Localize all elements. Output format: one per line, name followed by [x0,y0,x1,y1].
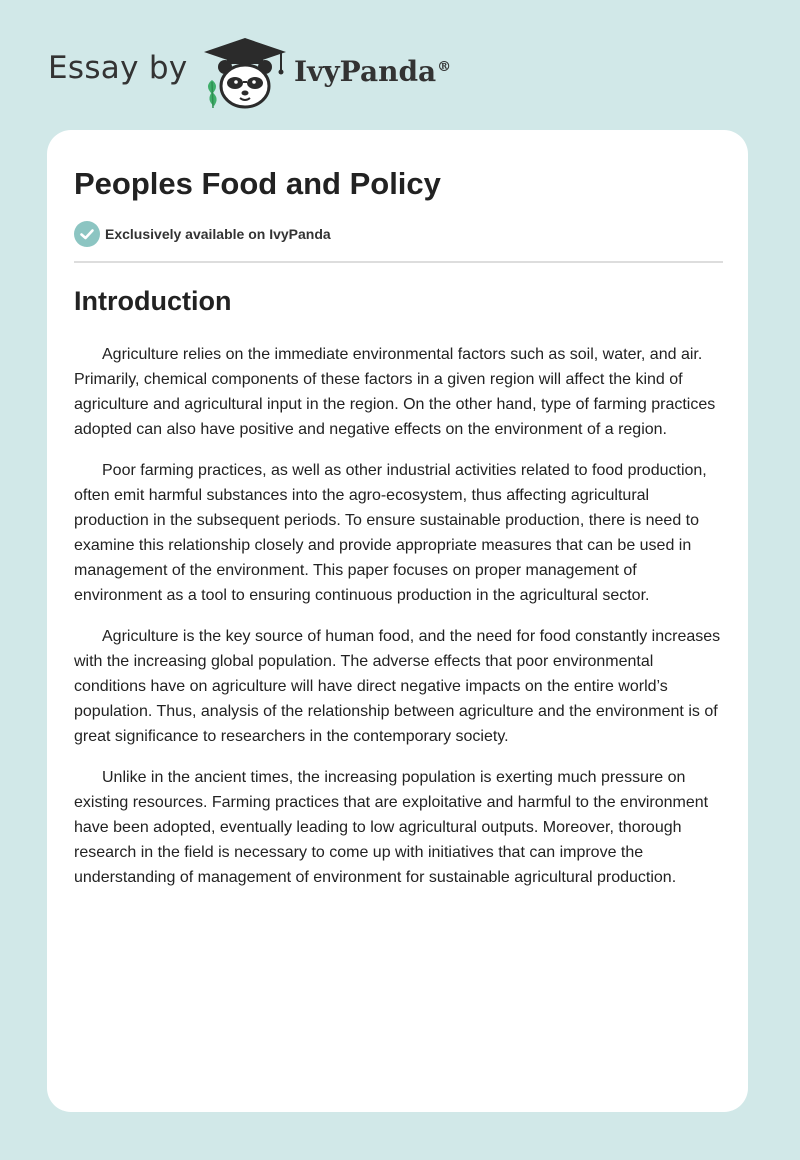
brand-prefix: Essay by [48,50,188,86]
divider [74,261,723,263]
exclusive-badge [74,221,331,247]
paragraph: Agriculture relies on the immediate environmental factors such as soil, water, and air. Primarily, chemical components of these factors in a given region will affect the kind of agriculture and agricultural input in the region. On the other hand, type of farming practices adopted can also have positive and negative effects on the environment of a region. [74,346,716,438]
section-heading: Introduction [74,286,232,316]
panda-graduate-logo-icon[interactable] [202,34,288,110]
paragraph: Poor farming practices, as well as other industrial activities related to food production, often emit harmful substances into the agro-ecosystem, thus affecting agricultural production in the subsequent periods. To ensure sustainable production, there is need to examine this relationship closely and provide appropriate measures that can be used in management of the environment. This paper focuses on proper management of environment as a tool to ensuring continuous production in the agricultural sector. [74,462,707,604]
brand-name[interactable]: IvyPanda® [294,55,452,88]
essay-body [74,342,726,906]
paragraph: Unlike in the ancient times, the increasing population is exerting much pressure on existing resources. Farming practices that are exploitative and harmful to the environment have been adopted, eventually leading to low agricultural outputs. Moreover, thorough research in the field is necessary to come up with initiatives that can improve the understanding of management of environment for sustainable agricultural production. [74,769,709,886]
registered-mark: ® [437,58,452,75]
essay-card [47,130,748,1112]
check-circle-icon [74,221,100,247]
site-header [0,0,800,130]
essay-title: Peoples Food and Policy [74,166,441,201]
paragraph: Agriculture is the key source of human food, and the need for food constantly increases with the increasing global population. The adverse effects that poor environmental conditions have on agriculture will have direct negative impacts on the entire world’s population. Thus, analysis of the relationship between agriculture and the environment is of great significance to researchers in the contemporary society. [74,628,721,745]
badge-label: Exclusively available on IvyPanda [105,226,331,242]
